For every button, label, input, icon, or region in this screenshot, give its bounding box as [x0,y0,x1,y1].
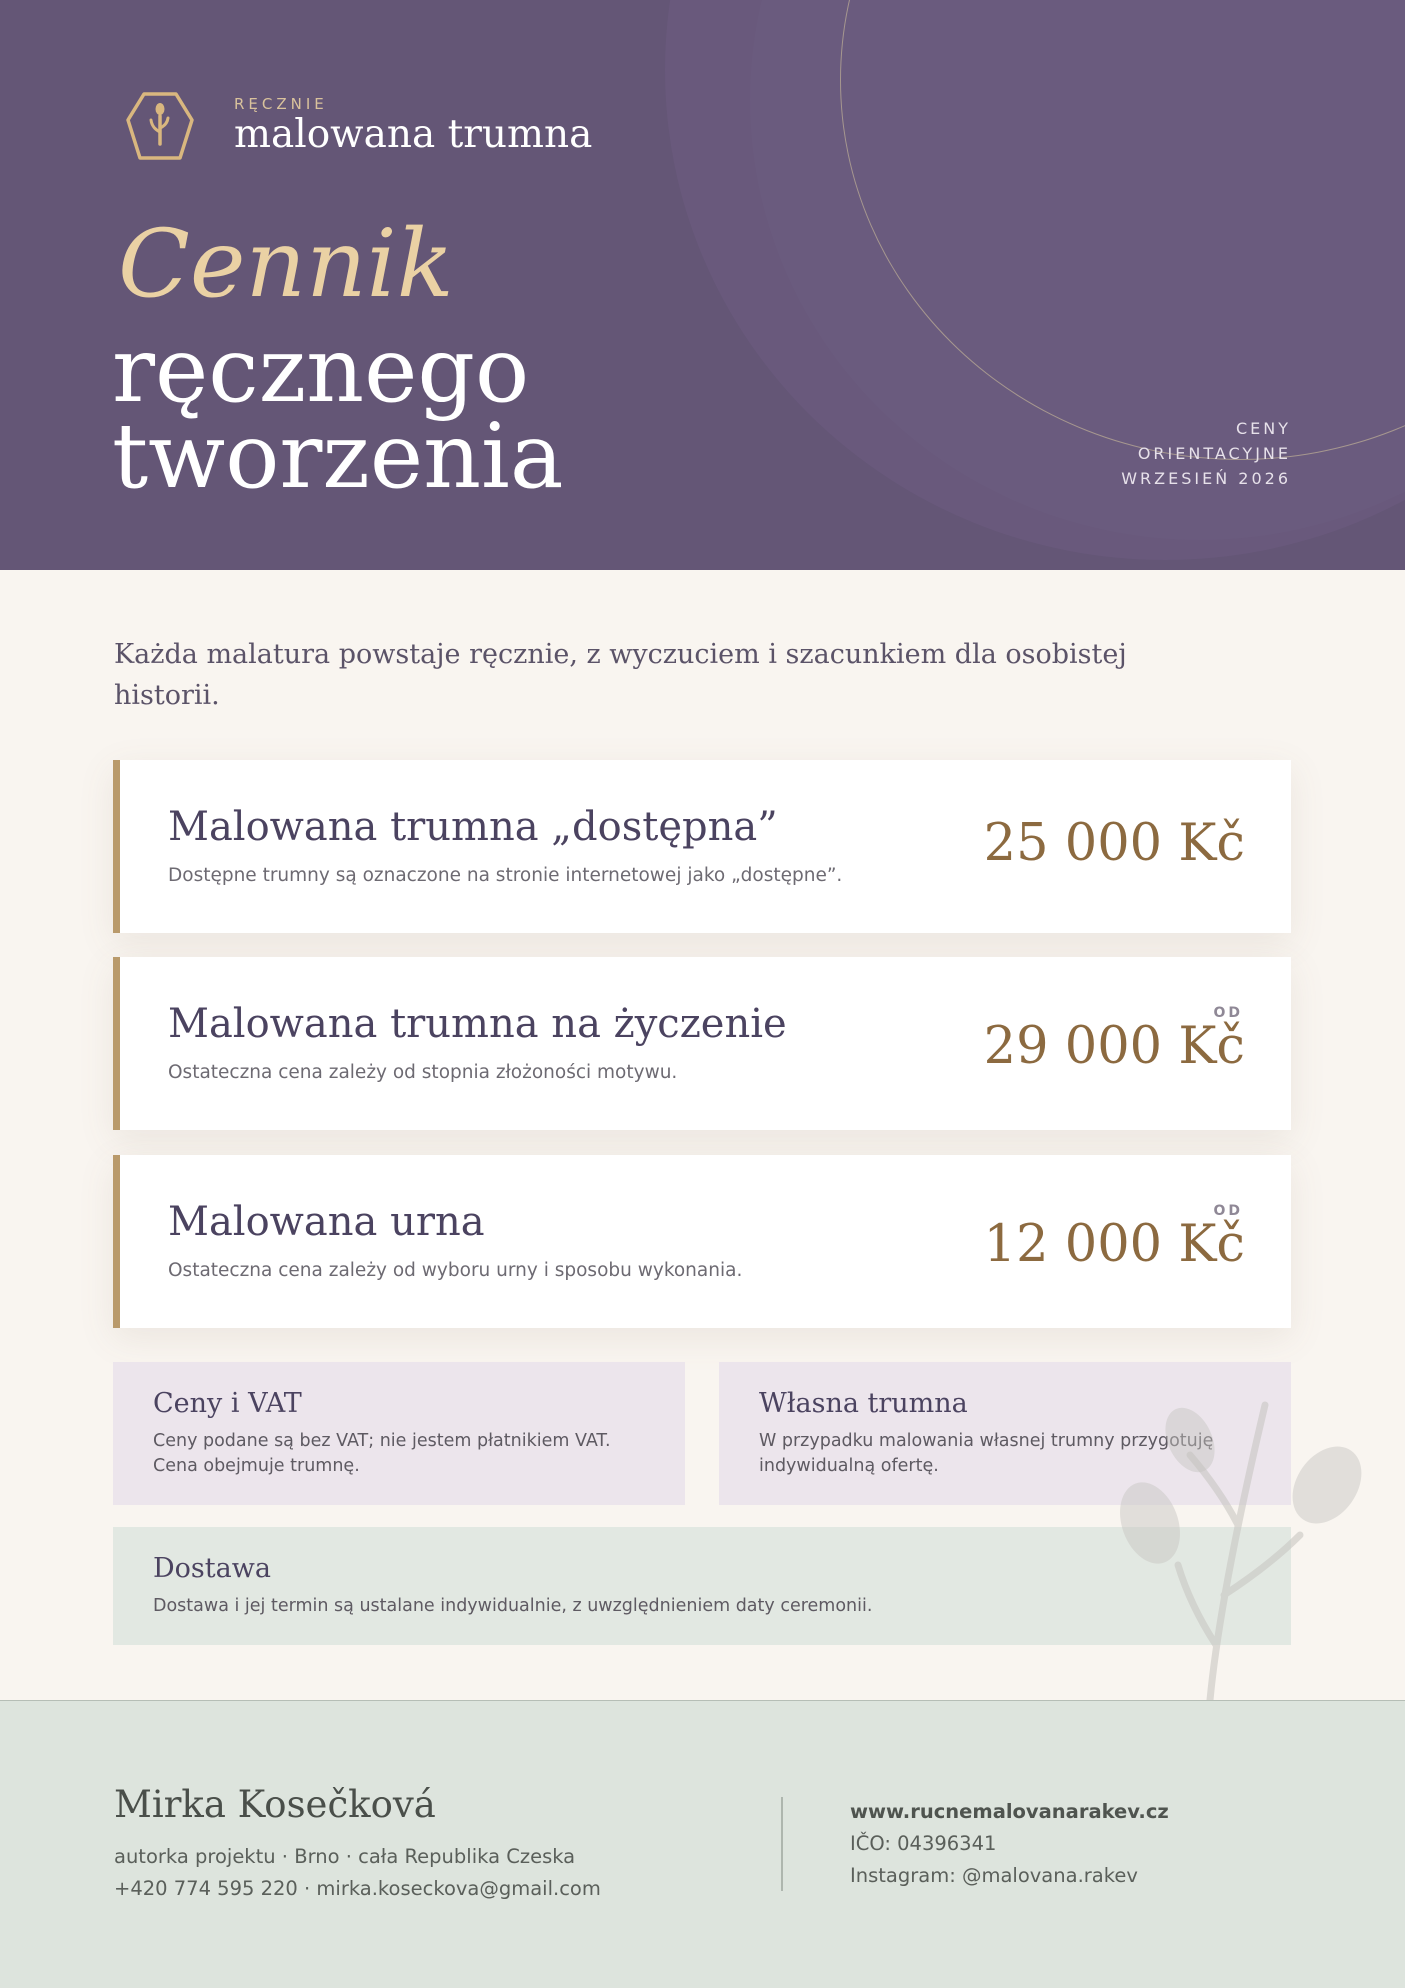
price-prefix: OD [1213,1203,1243,1219]
info-text-line: Ceny podane są bez VAT; nie jestem płatnikiem VAT. [153,1431,611,1451]
price-card-title: Malowana trumna „dostępna” [168,804,778,850]
info-text-line: W przypadku malowania własnej trumny przygotuję [759,1431,1214,1451]
price-value: 12 000 Kč [983,1215,1245,1274]
coffin-flower-icon [124,90,196,162]
price-card-description: Dostępne trumny są oznaczone na stronie internetowej jako „dostępne”. [168,865,843,886]
info-text-line: indywidualną ofertę. [759,1456,939,1476]
author-role: autorka projektu · Brno · cała Republika Czeska [114,1845,576,1868]
meta-line: ORIENTACYJNE [1137,444,1291,463]
info-box-title: Dostawa [153,1553,271,1584]
price-value: 29 000 Kč [983,1017,1245,1076]
info-box-text [759,1429,1251,1479]
header-banner [0,0,1405,570]
info-box-title: Własna trumna [759,1388,968,1419]
instagram-link[interactable]: Instagram: @malovana.rakev [850,1864,1138,1887]
info-box-text [153,1429,645,1479]
page-title-line3: tworzenia [112,404,564,509]
price-card-custom [113,957,1291,1130]
info-box-vat [113,1362,685,1505]
price-card-urn [113,1155,1291,1328]
author-name: Mirka Kosečková [114,1783,436,1826]
page-title-accent: Cennik [118,210,454,319]
info-box-text: Dostawa i jej termin są ustalane indywidualnie, z uwzględnieniem daty ceremonii. [153,1596,873,1616]
logo-kicker: RĘCZNIE [234,95,328,113]
footer [0,1700,1405,1988]
meta-line: CENY [1235,419,1291,438]
footer-divider [781,1797,783,1891]
website-link[interactable]: www.rucnemalovanarakev.cz [850,1800,1169,1823]
price-meta [1121,416,1291,491]
info-box-delivery [113,1527,1291,1645]
price-card-description: Ostateczna cena zależy od wyboru urny i sposobu wykonania. [168,1260,743,1281]
author-contact[interactable]: +420 774 595 220 · mirka.koseckova@gmail.com [114,1877,601,1900]
price-card-title: Malowana trumna na życzenie [168,1001,787,1047]
logo-name: malowana trumna [234,112,593,157]
price-card-description: Ostateczna cena zależy od stopnia złożoności motywu. [168,1062,678,1083]
price-card-title: Malowana urna [168,1199,485,1245]
company-id: IČO: 04396341 [850,1832,997,1855]
page-title-line2: ręcznego [112,318,530,423]
info-text-line: Cena obejmuje trumnę. [153,1456,360,1476]
info-box-title: Ceny i VAT [153,1388,302,1419]
meta-date: WRZESIEŃ 2026 [1121,469,1291,488]
info-box-own-coffin [719,1362,1291,1505]
price-value: 25 000 Kč [983,814,1245,873]
price-prefix: OD [1213,1005,1243,1021]
intro-text: Każda malatura powstaje ręcznie, z wyczuciem i szacunkiem dla osobistej historii. [114,639,1127,711]
price-card-available [113,760,1291,933]
